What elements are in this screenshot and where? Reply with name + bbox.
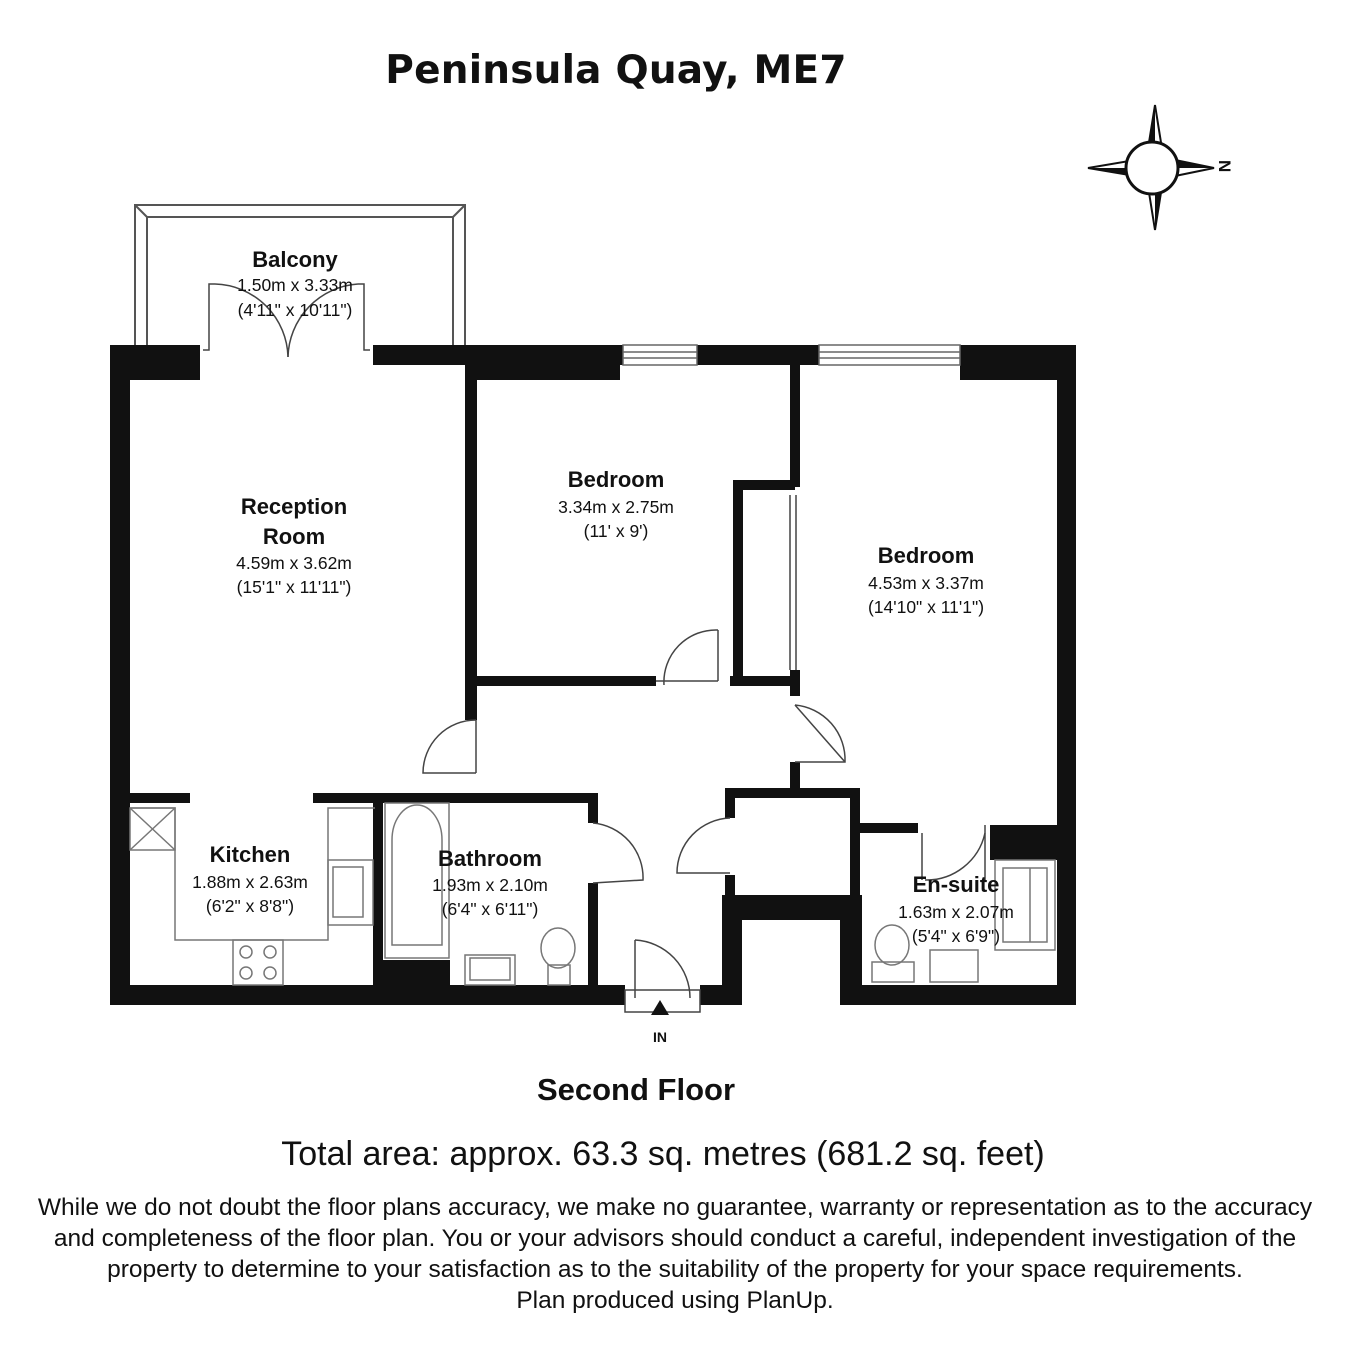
room-bedroom-1 bbox=[558, 467, 674, 541]
disclaimer bbox=[20, 1192, 1330, 1316]
floor-label: Second Floor bbox=[536, 1072, 736, 1107]
room-name: Bedroom bbox=[567, 467, 665, 492]
disclaimer-text: While we do not doubt the floor plans accuracy, we make no guarantee, warranty or representation as to the accuracy and completeness of the floor plan. You or your advisors should conduct a careful, independent investigation of the property to determine to your satisfaction as to the suitability of the property for your space requirements. bbox=[37, 1194, 1313, 1283]
room-name: Bedroom bbox=[877, 543, 975, 568]
room-metric: 3.34m x 2.75m bbox=[558, 497, 674, 517]
room-en-suite bbox=[898, 872, 1014, 946]
room-imperial: (14'10" x 11'1") bbox=[867, 597, 985, 617]
compass-label: N bbox=[1215, 160, 1234, 173]
room-metric: 4.53m x 3.37m bbox=[868, 573, 984, 593]
room-name: Balcony bbox=[252, 247, 338, 272]
compass-icon bbox=[1088, 105, 1234, 230]
room-imperial: (11' x 9') bbox=[583, 521, 649, 541]
room-name: Reception bbox=[240, 494, 348, 519]
room-name: Kitchen bbox=[209, 842, 291, 867]
room-metric: 1.50m x 3.33m bbox=[237, 275, 353, 295]
room-metric: 1.63m x 2.07m bbox=[898, 902, 1014, 922]
room-imperial: (6'4" x 6'11") bbox=[441, 899, 539, 919]
room-metric: 1.88m x 2.63m bbox=[192, 872, 308, 892]
room-balcony bbox=[237, 247, 353, 320]
room-bathroom bbox=[432, 846, 548, 919]
room-metric: 4.59m x 3.62m bbox=[236, 553, 352, 573]
room-imperial: (6'2" x 8'8") bbox=[205, 896, 295, 916]
plan-credit: Plan produced using PlanUp. bbox=[516, 1287, 834, 1314]
room-reception bbox=[236, 494, 352, 597]
room-kitchen bbox=[192, 842, 308, 916]
room-imperial: (5'4" x 6'9") bbox=[911, 926, 1001, 946]
total-area: Total area: approx. 63.3 sq. metres (681.2 sq. feet) bbox=[281, 1135, 1045, 1173]
room-name: En-suite bbox=[912, 872, 1000, 897]
room-name: Bathroom bbox=[438, 846, 542, 871]
entrance-label: IN bbox=[653, 1029, 667, 1045]
plan-title: Peninsula Quay, ME7 bbox=[385, 48, 847, 93]
room-bedroom-2 bbox=[868, 543, 984, 617]
room-metric: 1.93m x 2.10m bbox=[432, 875, 548, 895]
room-name: Room bbox=[262, 524, 326, 549]
room-imperial: (4'11" x 10'11") bbox=[237, 300, 353, 320]
room-imperial: (15'1" x 11'11") bbox=[236, 577, 352, 597]
